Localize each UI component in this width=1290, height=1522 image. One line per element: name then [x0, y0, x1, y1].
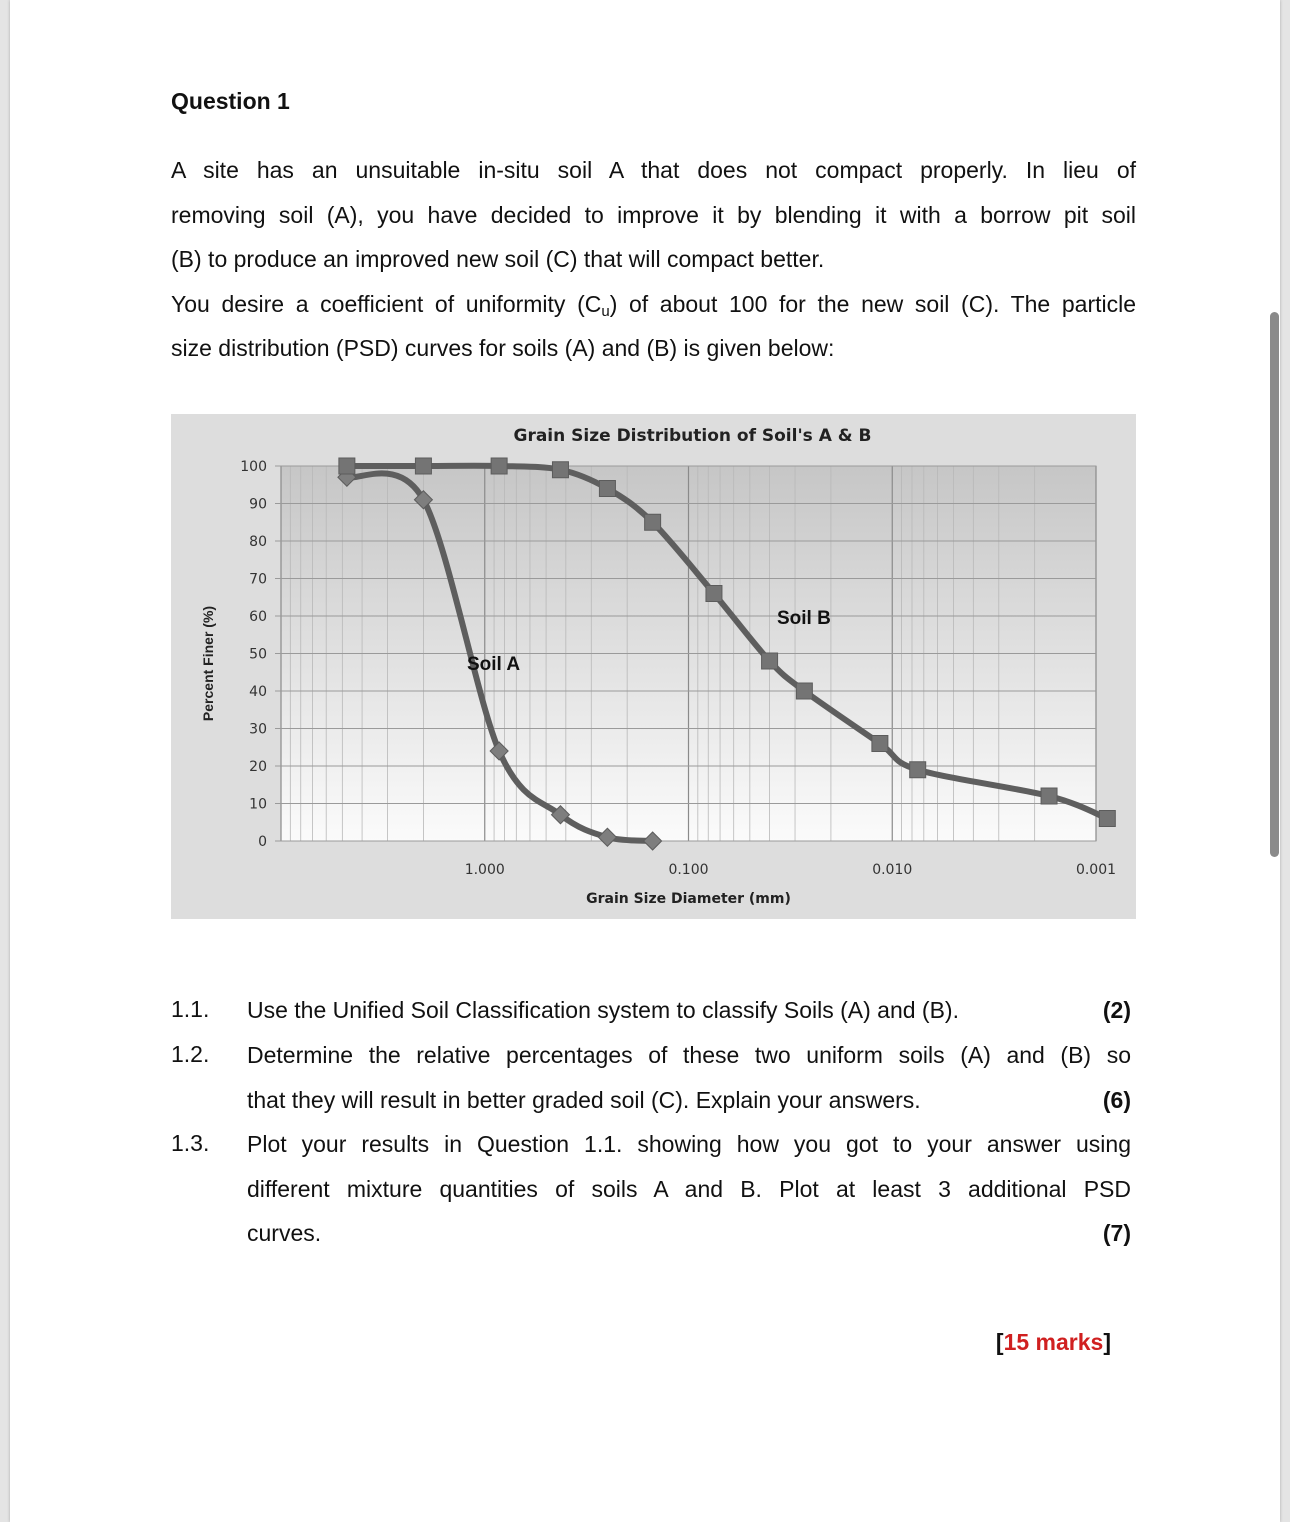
- chart-svg: [171, 414, 1136, 919]
- x-axis-label: Grain Size Diameter (mm): [586, 891, 791, 907]
- y-tick-label: 20: [249, 759, 267, 775]
- task-text: [247, 988, 1131, 1033]
- y-axis-label: Percent Finer (%): [200, 605, 216, 722]
- x-tick-label: 0.100: [668, 862, 709, 878]
- task-line: Determine the relative percentages of these two uniform soils (A) and (B) so: [247, 1042, 1131, 1068]
- chart-title: Grain Size Distribution of Soil's A & B: [513, 426, 872, 446]
- scrollbar[interactable]: [1270, 312, 1279, 857]
- soil-b-point: [706, 586, 722, 602]
- marks-value: 15 marks: [1003, 1329, 1104, 1355]
- task-line: different mixture quantities of soils A and B. Plot at least 3 additional PSD: [247, 1175, 1131, 1202]
- task-line: curves.: [247, 1220, 322, 1246]
- soil-b-point: [645, 514, 661, 530]
- task-line: Use the Unified Soil Classification system to classify Soils (A) and (B).: [247, 997, 959, 1023]
- bracket-close: ]: [1103, 1329, 1111, 1355]
- x-tick-label: 1.000: [464, 862, 505, 878]
- soil-b-point: [910, 762, 926, 778]
- soil-b-point: [491, 458, 507, 474]
- task-text: [247, 1033, 1131, 1122]
- annotation-soil-a: Soil A: [467, 654, 521, 675]
- task-number: 1.2.: [171, 1041, 210, 1067]
- soil-b-point: [872, 736, 888, 752]
- document-page: [10, 0, 1280, 1522]
- soil-b-point: [599, 481, 615, 497]
- intro-line-3: (B) to produce an improved new soil (C) that will compact better.: [171, 246, 825, 272]
- y-tick-label: 80: [249, 534, 267, 550]
- y-tick-label: 70: [249, 571, 267, 588]
- task-number: 1.1.: [171, 996, 210, 1022]
- soil-b-point: [1041, 788, 1057, 804]
- task-marks: (6): [1102, 1086, 1131, 1113]
- y-tick-label: 40: [249, 684, 267, 700]
- soil-b-point: [552, 462, 568, 478]
- soil-b-point: [762, 653, 778, 669]
- y-tick-label: 50: [249, 646, 267, 663]
- y-tick-label: 60: [249, 609, 267, 625]
- x-tick-label: 0.010: [872, 862, 913, 878]
- y-tick-label: 10: [249, 796, 267, 813]
- y-tick-label: 0: [258, 834, 267, 850]
- question-title: Question 1: [171, 88, 290, 114]
- x-tick-label: 0.001: [1075, 862, 1117, 878]
- y-tick-label: 100: [240, 459, 267, 475]
- task-number: 1.3.: [171, 1130, 210, 1156]
- task-marks: (7): [1102, 1220, 1131, 1246]
- y-tick-label: 30: [249, 721, 267, 738]
- requirement-text-a: You desire a coefficient of uniformity (C: [171, 290, 602, 317]
- intro-line-1: A site has an unsuitable in-situ soil A that does not compact properly. In lieu of: [171, 157, 1136, 183]
- grain-size-chart: [171, 414, 1136, 919]
- task-line: that they will result in better graded soil (C). Explain your answers.: [247, 1086, 921, 1113]
- bracket-open: [: [995, 1329, 1004, 1355]
- soil-b-point: [796, 683, 812, 699]
- y-tick-label: 90: [249, 496, 267, 513]
- requirement-text-b: ) of about 100 for the new soil (C). The particle: [609, 290, 1136, 317]
- intro-line-2: removing soil (A), you have decided to improve it by blending it with a borrow pit soil: [171, 201, 1136, 228]
- subscript-u: u: [601, 302, 610, 320]
- requirement-line-1: [171, 282, 1136, 327]
- task-marks: (2): [1102, 997, 1131, 1023]
- task-line: Plot your results in Question 1.1. showing how you got to your answer using: [247, 1131, 1131, 1157]
- requirement-line-2: size distribution (PSD) curves for soils (A) and (B) is given below:: [171, 335, 835, 361]
- soil-b-point: [339, 458, 355, 474]
- intro-paragraph: [171, 148, 1136, 371]
- soil-b-point: [1099, 811, 1115, 827]
- task-text: [247, 1122, 1131, 1256]
- soil-b-point: [415, 458, 431, 474]
- annotation-soil-b: Soil B: [777, 608, 831, 629]
- total-marks: [996, 1329, 1111, 1356]
